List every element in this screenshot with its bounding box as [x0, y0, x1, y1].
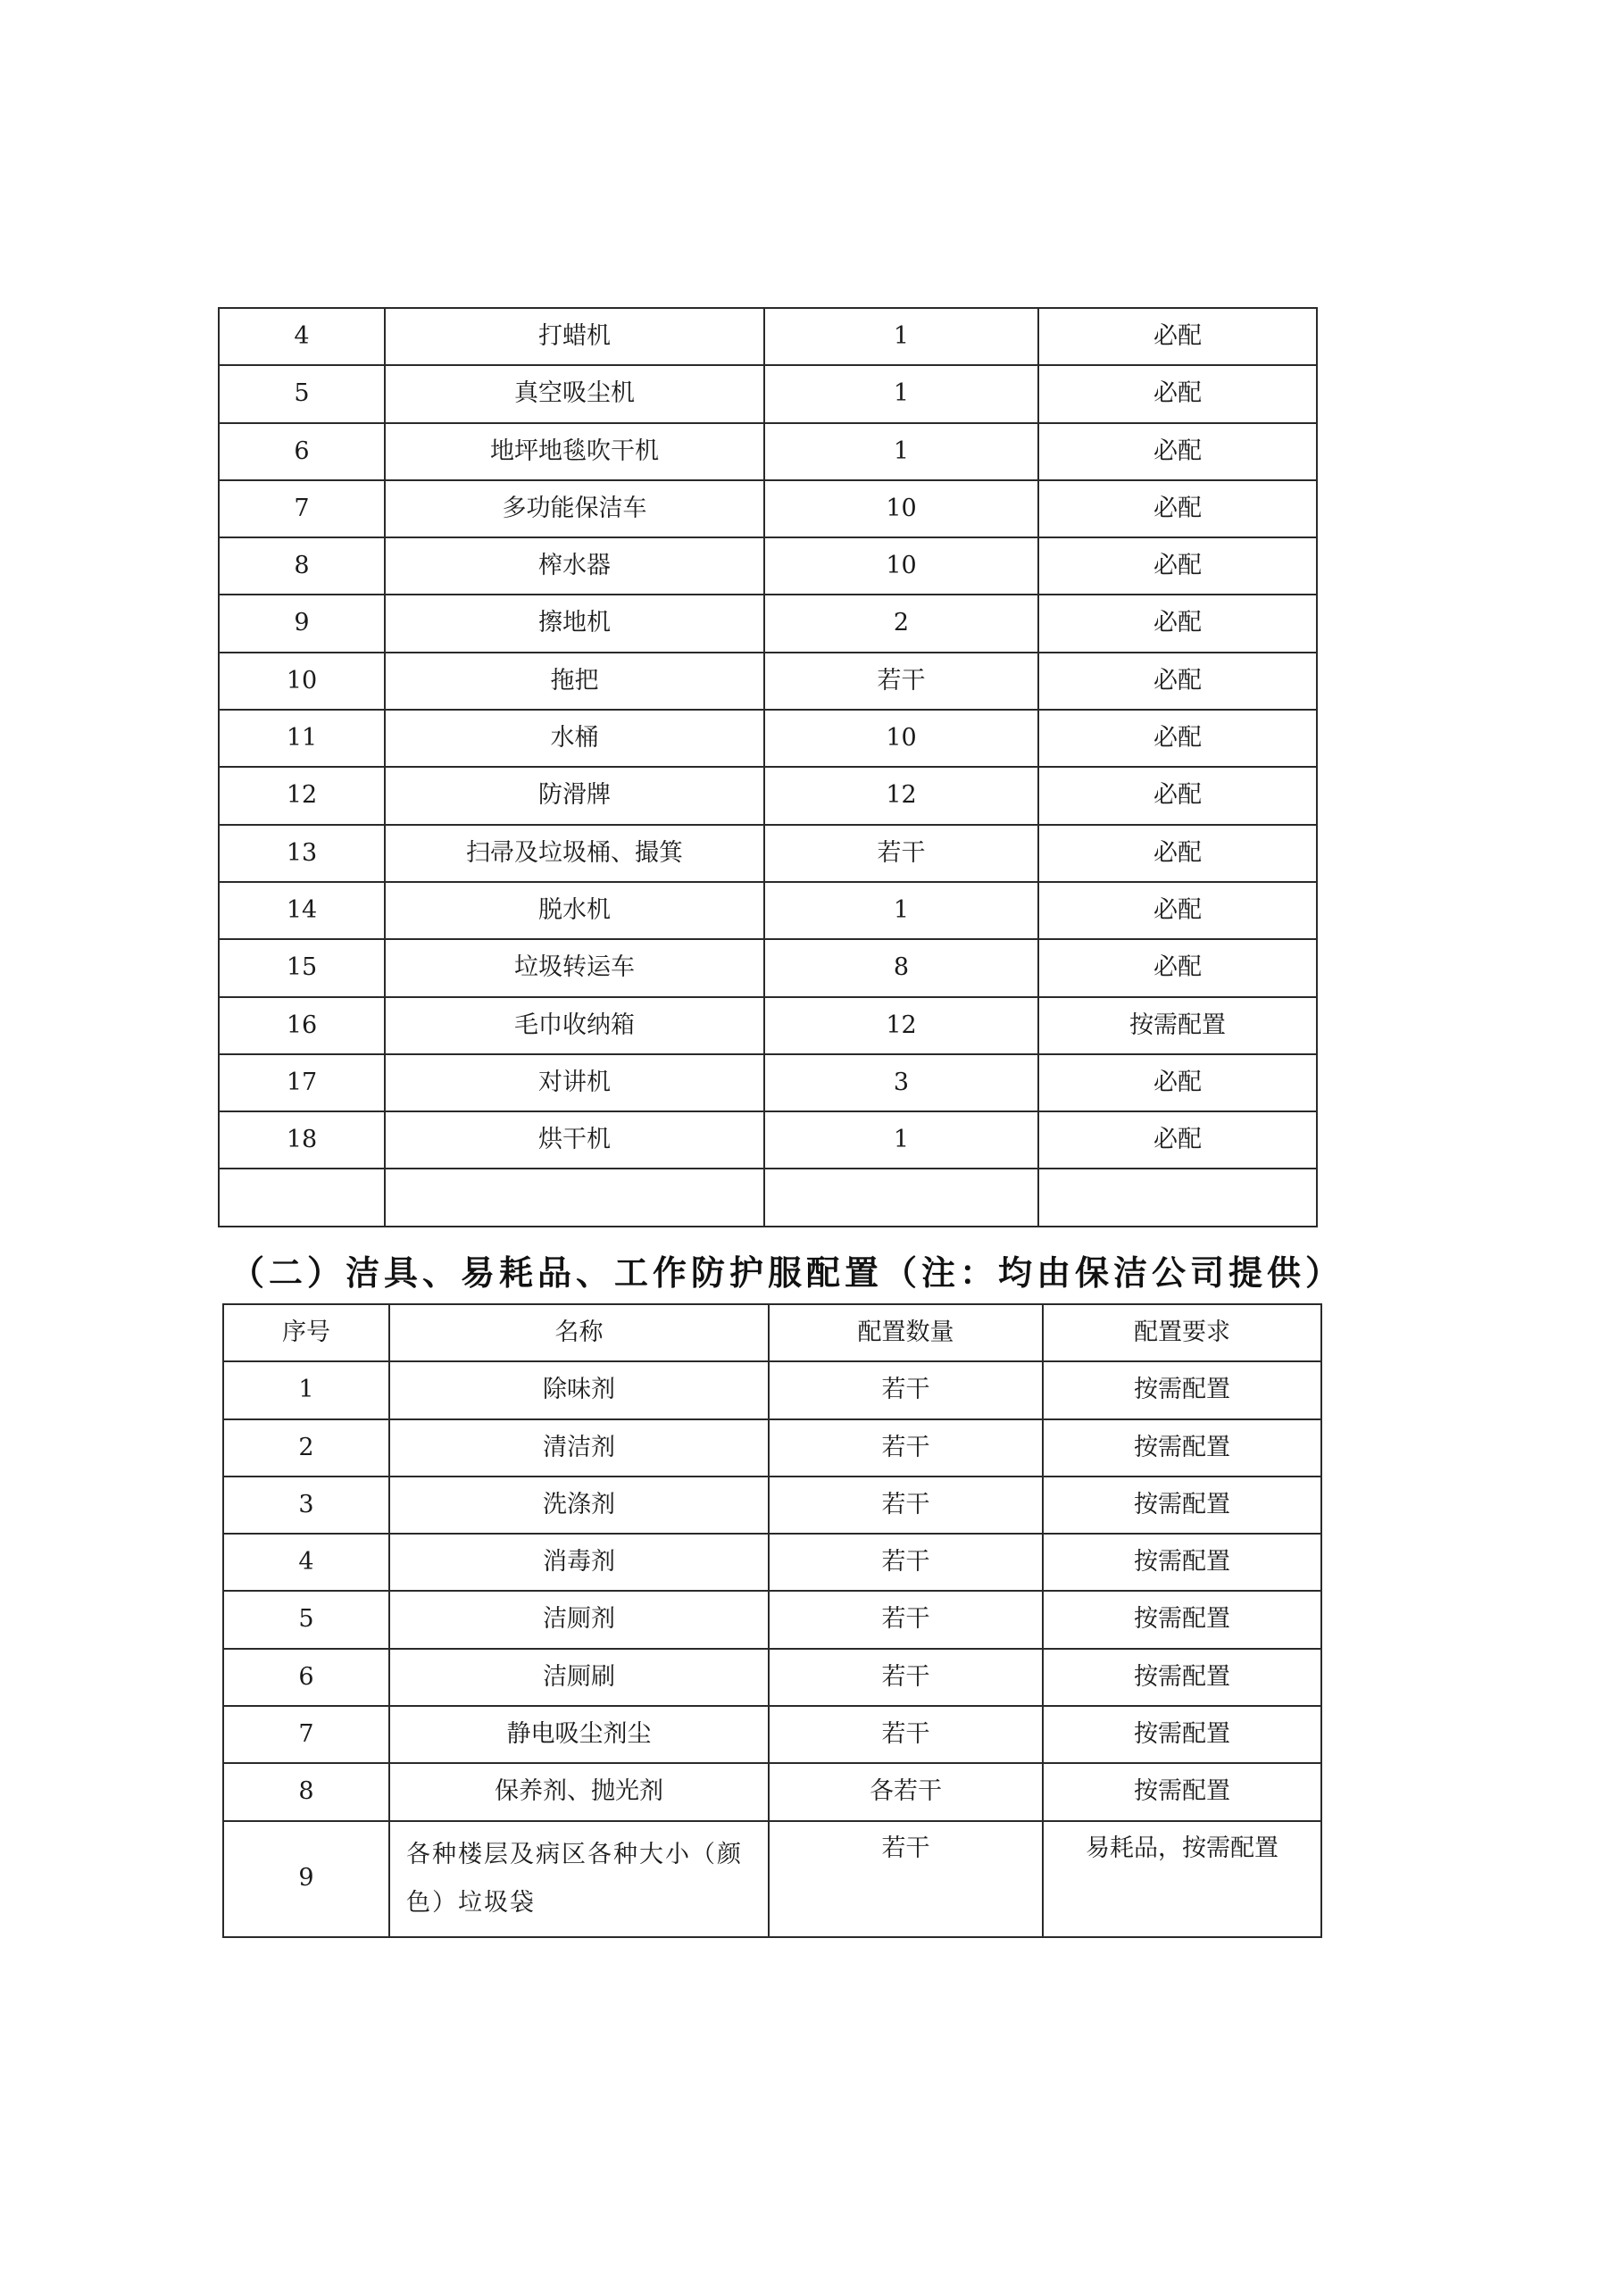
header-qty: 配置数量 — [769, 1304, 1043, 1361]
cell-req: 按需配置 — [1043, 1534, 1321, 1591]
cell-req: 按需配置 — [1043, 1763, 1321, 1820]
cell-no: 6 — [223, 1649, 389, 1706]
cell-qty: 1 — [764, 882, 1038, 939]
table-row — [219, 882, 1317, 939]
table-row — [219, 653, 1317, 710]
cell-name: 垃圾转运车 — [385, 939, 764, 996]
cell-req: 必配 — [1038, 825, 1317, 882]
cell-qty: 若干 — [769, 1361, 1043, 1418]
cell-no: 16 — [219, 997, 385, 1054]
cell-qty: 若干 — [769, 1419, 1043, 1477]
cell-name: 真空吸尘机 — [385, 365, 764, 422]
cell-req: 按需配置 — [1043, 1591, 1321, 1648]
section-heading: （二）洁具、易耗品、工作防护服配置（注：均由保洁公司提供） — [230, 1253, 1345, 1293]
cell-req: 必配 — [1038, 423, 1317, 480]
cell-qty: 1 — [764, 1111, 1038, 1169]
cell-name: 除味剂 — [389, 1361, 769, 1418]
cell-name: 擦地机 — [385, 595, 764, 652]
cell-req: 按需配置 — [1043, 1419, 1321, 1477]
cell-name: 洗涤剂 — [389, 1477, 769, 1534]
cell-qty: 12 — [764, 997, 1038, 1054]
cell-no: 7 — [219, 480, 385, 537]
cell-name: 脱水机 — [385, 882, 764, 939]
cell-req: 必配 — [1038, 767, 1317, 824]
cell-qty: 若干 — [764, 825, 1038, 882]
cell-qty: 8 — [764, 939, 1038, 996]
header-no: 序号 — [223, 1304, 389, 1361]
cell-qty: 若干 — [769, 1591, 1043, 1648]
cell-req: 必配 — [1038, 308, 1317, 365]
table-row — [219, 997, 1317, 1054]
cell-qty: 3 — [764, 1054, 1038, 1111]
cell-req: 必配 — [1038, 365, 1317, 422]
header-name: 名称 — [389, 1304, 769, 1361]
cell-req: 必配 — [1038, 882, 1317, 939]
table-row — [219, 939, 1317, 996]
table-row — [219, 595, 1317, 652]
cell-qty: 1 — [764, 308, 1038, 365]
cell-qty: 若干 — [769, 1534, 1043, 1591]
cell-name — [385, 1169, 764, 1226]
cell-no: 14 — [219, 882, 385, 939]
cell-req: 易耗品，按需配置 — [1043, 1821, 1321, 1937]
cell-qty: 若干 — [764, 653, 1038, 710]
cell-no: 7 — [223, 1706, 389, 1763]
cell-name: 保养剂、抛光剂 — [389, 1763, 769, 1820]
cell-no: 9 — [223, 1821, 389, 1937]
cell-no: 6 — [219, 423, 385, 480]
cell-name: 各种楼层及病区各种大小（颜色）垃圾袋 — [389, 1821, 769, 1937]
cell-req: 按需配置 — [1043, 1706, 1321, 1763]
cell-no: 3 — [223, 1477, 389, 1534]
cell-qty: 10 — [764, 480, 1038, 537]
equipment-table — [218, 307, 1318, 1227]
cell-req: 按需配置 — [1043, 1477, 1321, 1534]
equipment-table-body — [219, 308, 1317, 1227]
cell-name: 毛巾收纳箱 — [385, 997, 764, 1054]
cell-no: 12 — [219, 767, 385, 824]
table-row — [219, 537, 1317, 595]
table-row — [219, 308, 1317, 365]
cell-no: 4 — [223, 1534, 389, 1591]
cell-name: 对讲机 — [385, 1054, 764, 1111]
cell-name: 打蜡机 — [385, 308, 764, 365]
cell-no: 10 — [219, 653, 385, 710]
table-row — [223, 1419, 1321, 1477]
cell-req: 必配 — [1038, 710, 1317, 767]
cell-name: 洁厕刷 — [389, 1649, 769, 1706]
cell-name: 多功能保洁车 — [385, 480, 764, 537]
cell-no: 13 — [219, 825, 385, 882]
cell-req: 必配 — [1038, 1054, 1317, 1111]
cell-no: 4 — [219, 308, 385, 365]
table-row — [223, 1649, 1321, 1706]
cell-req: 按需配置 — [1043, 1649, 1321, 1706]
cell-req: 按需配置 — [1043, 1361, 1321, 1418]
table-row — [223, 1821, 1321, 1937]
cell-qty: 各若干 — [769, 1763, 1043, 1820]
table-row — [223, 1763, 1321, 1820]
cell-qty — [764, 1169, 1038, 1226]
cell-req — [1038, 1169, 1317, 1226]
cell-name: 洁厕剂 — [389, 1591, 769, 1648]
cell-qty: 若干 — [769, 1706, 1043, 1763]
table-row — [223, 1361, 1321, 1418]
cell-qty: 1 — [764, 423, 1038, 480]
table-header-row — [223, 1304, 1321, 1361]
cell-name: 拖把 — [385, 653, 764, 710]
cell-no: 2 — [223, 1419, 389, 1477]
cell-no: 8 — [223, 1763, 389, 1820]
cell-no: 15 — [219, 939, 385, 996]
cell-no: 8 — [219, 537, 385, 595]
cell-qty: 12 — [764, 767, 1038, 824]
consumables-table-body — [223, 1304, 1321, 1937]
table-row — [219, 1054, 1317, 1111]
table-row — [219, 1169, 1317, 1226]
cell-req: 按需配置 — [1038, 997, 1317, 1054]
cell-qty: 10 — [764, 537, 1038, 595]
table-row — [223, 1477, 1321, 1534]
cell-name: 地坪地毯吹干机 — [385, 423, 764, 480]
table-row — [219, 825, 1317, 882]
cell-req: 必配 — [1038, 595, 1317, 652]
table-row — [223, 1534, 1321, 1591]
cell-no: 5 — [223, 1591, 389, 1648]
cell-req: 必配 — [1038, 537, 1317, 595]
cell-qty: 2 — [764, 595, 1038, 652]
cell-req: 必配 — [1038, 939, 1317, 996]
cell-qty: 若干 — [769, 1477, 1043, 1534]
header-req: 配置要求 — [1043, 1304, 1321, 1361]
cell-no: 1 — [223, 1361, 389, 1418]
cell-req: 必配 — [1038, 1111, 1317, 1169]
cell-name: 清洁剂 — [389, 1419, 769, 1477]
cell-name: 静电吸尘剂尘 — [389, 1706, 769, 1763]
table-row — [223, 1591, 1321, 1648]
consumables-table — [222, 1303, 1322, 1938]
cell-no: 18 — [219, 1111, 385, 1169]
cell-req: 必配 — [1038, 480, 1317, 537]
cell-no: 9 — [219, 595, 385, 652]
table-row — [219, 710, 1317, 767]
cell-qty: 10 — [764, 710, 1038, 767]
cell-qty: 1 — [764, 365, 1038, 422]
cell-name: 扫帚及垃圾桶、撮箕 — [385, 825, 764, 882]
cell-qty: 若干 — [769, 1649, 1043, 1706]
table-row — [223, 1706, 1321, 1763]
cell-name: 消毒剂 — [389, 1534, 769, 1591]
cell-no — [219, 1169, 385, 1226]
cell-name: 榨水器 — [385, 537, 764, 595]
table-row — [219, 767, 1317, 824]
cell-req: 必配 — [1038, 653, 1317, 710]
table-row — [219, 365, 1317, 422]
cell-name: 防滑牌 — [385, 767, 764, 824]
table-row — [219, 423, 1317, 480]
cell-qty: 若干 — [769, 1821, 1043, 1937]
table-row — [219, 480, 1317, 537]
cell-name: 水桶 — [385, 710, 764, 767]
cell-name: 烘干机 — [385, 1111, 764, 1169]
table-row — [219, 1111, 1317, 1169]
cell-no: 5 — [219, 365, 385, 422]
cell-no: 17 — [219, 1054, 385, 1111]
cell-no: 11 — [219, 710, 385, 767]
